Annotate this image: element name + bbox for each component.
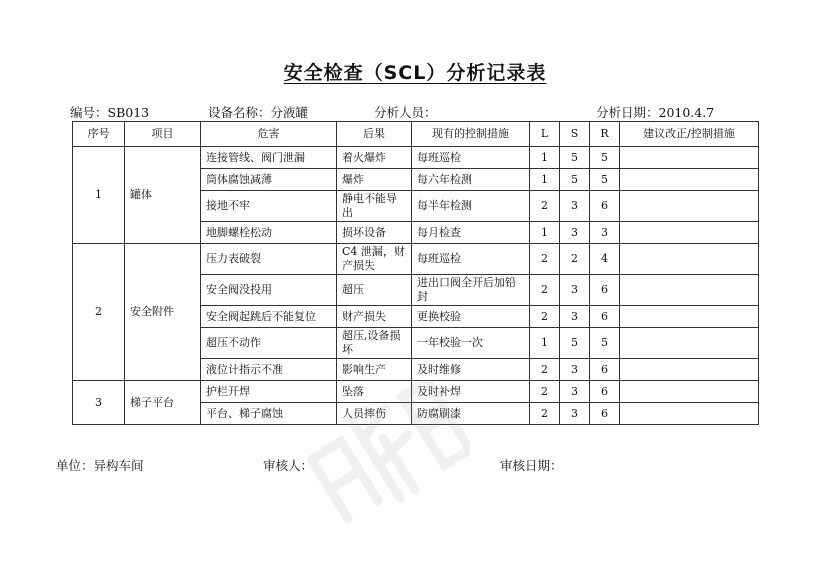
s-cell: 3 bbox=[560, 306, 590, 328]
l-cell: 2 bbox=[530, 244, 560, 275]
s-cell: 5 bbox=[560, 328, 590, 359]
r-cell: 5 bbox=[590, 169, 620, 191]
column-header: 后果 bbox=[337, 122, 412, 147]
hazard-cell: 接地不牢 bbox=[201, 191, 337, 222]
s-cell: 5 bbox=[560, 169, 590, 191]
l-cell: 2 bbox=[530, 381, 560, 403]
hazard-cell: 连接管线、阀门泄漏 bbox=[201, 147, 337, 169]
scl-table bbox=[72, 121, 759, 425]
footer-reviewer: 审核人： bbox=[263, 458, 314, 473]
l-cell: 2 bbox=[530, 403, 560, 425]
group-item: 梯子平台 bbox=[125, 381, 201, 425]
r-cell: 6 bbox=[590, 191, 620, 222]
column-header: 现有的控制措施 bbox=[412, 122, 530, 147]
hazard-cell: 压力表破裂 bbox=[201, 244, 337, 275]
suggestion-cell bbox=[620, 191, 759, 222]
l-cell: 1 bbox=[530, 169, 560, 191]
control-cell: 每班巡检 bbox=[412, 147, 530, 169]
footer-unit: 单位：异构车间 bbox=[56, 458, 144, 473]
hazard-cell: 地脚螺栓松动 bbox=[201, 222, 337, 244]
column-header: S bbox=[560, 122, 590, 147]
footer-review-date: 审核日期： bbox=[500, 458, 563, 473]
column-header: 项目 bbox=[125, 122, 201, 147]
group-number: 2 bbox=[73, 244, 125, 381]
doc-number: 编号：SB013 bbox=[70, 105, 150, 120]
analysis-date: 分析日期：2010.4.7 bbox=[596, 105, 715, 120]
consequence-cell: 着火爆炸 bbox=[337, 147, 412, 169]
table-row bbox=[73, 244, 759, 275]
column-header: 危害 bbox=[201, 122, 337, 147]
column-header: R bbox=[590, 122, 620, 147]
suggestion-cell bbox=[620, 244, 759, 275]
table-body bbox=[73, 147, 759, 425]
control-cell: 每六年检测 bbox=[412, 169, 530, 191]
s-cell: 2 bbox=[560, 244, 590, 275]
consequence-cell: 影响生产 bbox=[337, 359, 412, 381]
control-cell: 更换校验 bbox=[412, 306, 530, 328]
suggestion-cell bbox=[620, 306, 759, 328]
r-cell: 6 bbox=[590, 306, 620, 328]
r-cell: 3 bbox=[590, 222, 620, 244]
l-cell: 2 bbox=[530, 191, 560, 222]
consequence-cell: 人员摔伤 bbox=[337, 403, 412, 425]
s-cell: 3 bbox=[560, 222, 590, 244]
consequence-cell: 爆炸 bbox=[337, 169, 412, 191]
suggestion-cell bbox=[620, 359, 759, 381]
consequence-cell: 损坏设备 bbox=[337, 222, 412, 244]
r-cell: 5 bbox=[590, 328, 620, 359]
suggestion-cell bbox=[620, 381, 759, 403]
hazard-cell: 安全阀没投用 bbox=[201, 275, 337, 306]
group-item: 罐体 bbox=[125, 147, 201, 244]
r-cell: 6 bbox=[590, 403, 620, 425]
r-cell: 6 bbox=[590, 275, 620, 306]
control-cell: 每半年检测 bbox=[412, 191, 530, 222]
s-cell: 3 bbox=[560, 403, 590, 425]
suggestion-cell bbox=[620, 147, 759, 169]
l-cell: 1 bbox=[530, 328, 560, 359]
suggestion-cell bbox=[620, 328, 759, 359]
l-cell: 1 bbox=[530, 222, 560, 244]
group-number: 3 bbox=[73, 381, 125, 425]
page-title: 安全检查（SCL）分析记录表 bbox=[283, 62, 547, 84]
control-cell: 每月检查 bbox=[412, 222, 530, 244]
consequence-cell: 坠落 bbox=[337, 381, 412, 403]
hazard-cell: 超压不动作 bbox=[201, 328, 337, 359]
s-cell: 3 bbox=[560, 359, 590, 381]
suggestion-cell bbox=[620, 222, 759, 244]
consequence-cell: 超压,设备损坏 bbox=[337, 328, 412, 359]
hazard-cell: 安全阀起跳后不能复位 bbox=[201, 306, 337, 328]
group-item: 安全附件 bbox=[125, 244, 201, 381]
r-cell: 4 bbox=[590, 244, 620, 275]
suggestion-cell bbox=[620, 403, 759, 425]
group-number: 1 bbox=[73, 147, 125, 244]
s-cell: 5 bbox=[560, 147, 590, 169]
column-header: L bbox=[530, 122, 560, 147]
equipment-name: 设备名称：分液罐 bbox=[208, 105, 309, 120]
suggestion-cell bbox=[620, 169, 759, 191]
consequence-cell: 超压 bbox=[337, 275, 412, 306]
column-header: 建议改正/控制措施 bbox=[620, 122, 759, 147]
consequence-cell: 静电不能导出 bbox=[337, 191, 412, 222]
control-cell: 进出口阀全开后加铅封 bbox=[412, 275, 530, 306]
r-cell: 6 bbox=[590, 381, 620, 403]
analyst: 分析人员： bbox=[374, 105, 437, 120]
table-row bbox=[73, 147, 759, 169]
table-header-row bbox=[73, 122, 759, 147]
s-cell: 3 bbox=[560, 381, 590, 403]
hazard-cell: 护栏开焊 bbox=[201, 381, 337, 403]
suggestion-cell bbox=[620, 275, 759, 306]
control-cell: 一年校验一次 bbox=[412, 328, 530, 359]
l-cell: 2 bbox=[530, 359, 560, 381]
hazard-cell: 液位计指示不准 bbox=[201, 359, 337, 381]
r-cell: 6 bbox=[590, 359, 620, 381]
hazard-cell: 平台、梯子腐蚀 bbox=[201, 403, 337, 425]
control-cell: 防腐刷漆 bbox=[412, 403, 530, 425]
s-cell: 3 bbox=[560, 275, 590, 306]
l-cell: 2 bbox=[530, 306, 560, 328]
control-cell: 每班巡检 bbox=[412, 244, 530, 275]
l-cell: 1 bbox=[530, 147, 560, 169]
control-cell: 及时维修 bbox=[412, 359, 530, 381]
s-cell: 3 bbox=[560, 191, 590, 222]
consequence-cell: C4 泄漏，财产损失 bbox=[337, 244, 412, 275]
column-header: 序号 bbox=[73, 122, 125, 147]
control-cell: 及时补焊 bbox=[412, 381, 530, 403]
l-cell: 2 bbox=[530, 275, 560, 306]
hazard-cell: 筒体腐蚀减薄 bbox=[201, 169, 337, 191]
table-row bbox=[73, 381, 759, 403]
consequence-cell: 财产损失 bbox=[337, 306, 412, 328]
r-cell: 5 bbox=[590, 147, 620, 169]
